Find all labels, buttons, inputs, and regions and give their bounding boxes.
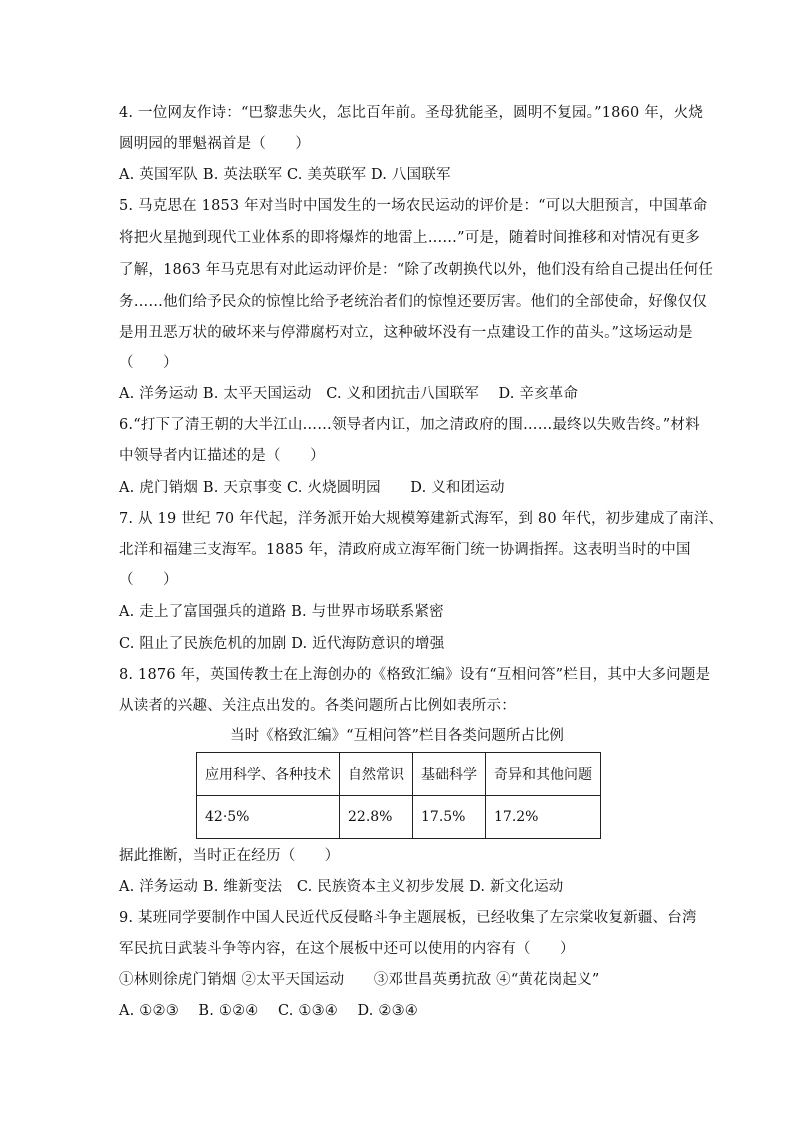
table-cell: 17.2% [486,796,601,839]
q6-options: A. 虎门销烟 B. 天京事变 C. 火烧圆明园 D. 义和团运动 [119,480,505,496]
q9-stem-line-2: 军民抗日武装斗争等内容，在这个展板中还可以使用的内容有（ ） [119,941,575,957]
table-cell: 22.8% [340,796,413,839]
table-header-cell: 基础科学 [413,753,486,796]
q5-options: A. 洋务运动 B. 太平天国运动 C. 义和团抗击八国联军 D. 辛亥革命 [119,386,579,402]
q6-stem-line-2: 中领导者内讧描述的是（ ） [119,448,325,464]
q7-stem-line-3: （ ） [119,572,178,588]
q5-stem-line-4: 务……他们给予民众的惊惶比给予老统治者们的惊惶还要厉害。他们的全部使命，好像仅仅 [119,294,707,310]
q7-options-line-1: A. 走上了富国强兵的道路 B. 与世界市场联系紧密 [119,604,444,620]
q4-options: A. 英国军队 B. 英法联军 C. 美英联军 D. 八国联军 [119,167,451,183]
q9-stem-line-1: 9. 某班同学要制作中国人民近代反侵略斗争主题展板，已经收集了左宗棠收复新疆、台湾 [119,910,697,926]
q9-options: A. ①②③ B. ①②④ C. ①③④ D. ②③④ [119,1003,419,1019]
q7-stem-line-1: 7. 从 19 世纪 70 年代起，洋务派开始大规模筹建新式海军，到 80 年代，初步建成了南洋、 [119,511,724,527]
table-header-row [197,753,601,796]
q4-stem-line-2: 圆明园的罪魁祸首是（ ） [119,136,311,152]
table-row [197,796,601,839]
q9-stem-line-3: ①林则徐虎门销烟 ②太平天国运动 ③邓世昌英勇抗敌 ④“黄花岗起义” [119,972,600,988]
q5-stem-line-1: 5. 马克思在 1853 年对当时中国发生的一场农民运动的评价是：“可以大胆预言，中国革命 [119,198,708,214]
table-caption: 当时《格致汇编》“互相问答”栏目各类问题所占比例 [230,728,564,744]
q7-stem-line-2: 北洋和福建三支海军。1885 年，清政府成立海军衙门统一协调指挥。这表明当时的中国 [119,542,691,558]
table-header-cell: 自然常识 [340,753,413,796]
question-stats-table [196,752,601,839]
q7-options-line-2: C. 阻止了民族危机的加剧 D. 近代海防意识的增强 [119,636,445,652]
q4-stem-line-1: 4. 一位网友作诗：“巴黎悲失火，怎比百年前。圣母犹能圣，圆明不复园。”1860 年，火烧 [119,105,704,121]
q8-stem-line-1: 8. 1876 年，英国传教士在上海创办的《格致汇编》设有“互相问答”栏目，其中大多问题是 [119,667,711,683]
table-header-cell: 奇异和其他问题 [486,753,601,796]
table-header-cell: 应用科学、各种技术 [197,753,340,796]
q5-stem-line-6: （ ） [119,355,178,371]
q8-stem-line-2: 从读者的兴趣、关注点出发的。各类问题所占比例如表所示： [119,698,516,714]
q8-options: A. 洋务运动 B. 维新变法 C. 民族资本主义初步发展 D. 新文化运动 [119,879,564,895]
q8-after-table: 据此推断，当时正在经历（ ） [119,848,340,864]
q5-stem-line-3: 了解，1863 年马克思有对此运动评价是：“除了改朝换代以外，他们没有给自己提出任何任 [119,262,714,278]
q5-stem-line-5: 是用丑恶万状的破坏来与停滞腐朽对立，这种破坏没有一点建设工作的苗头。”这场运动是 [119,325,693,341]
table-cell: 42·5% [197,796,340,839]
q6-stem-line-1: 6.“打下了清王朝的大半江山……领导者内讧，加之清政府的围……最终以失败告终。”材料 [119,417,700,433]
q5-stem-line-2: 将把火星抛到现代工业体系的即将爆炸的地雷上……”可是，随着时间推移和对情况有更多 [119,230,700,246]
table-cell: 17.5% [413,796,486,839]
